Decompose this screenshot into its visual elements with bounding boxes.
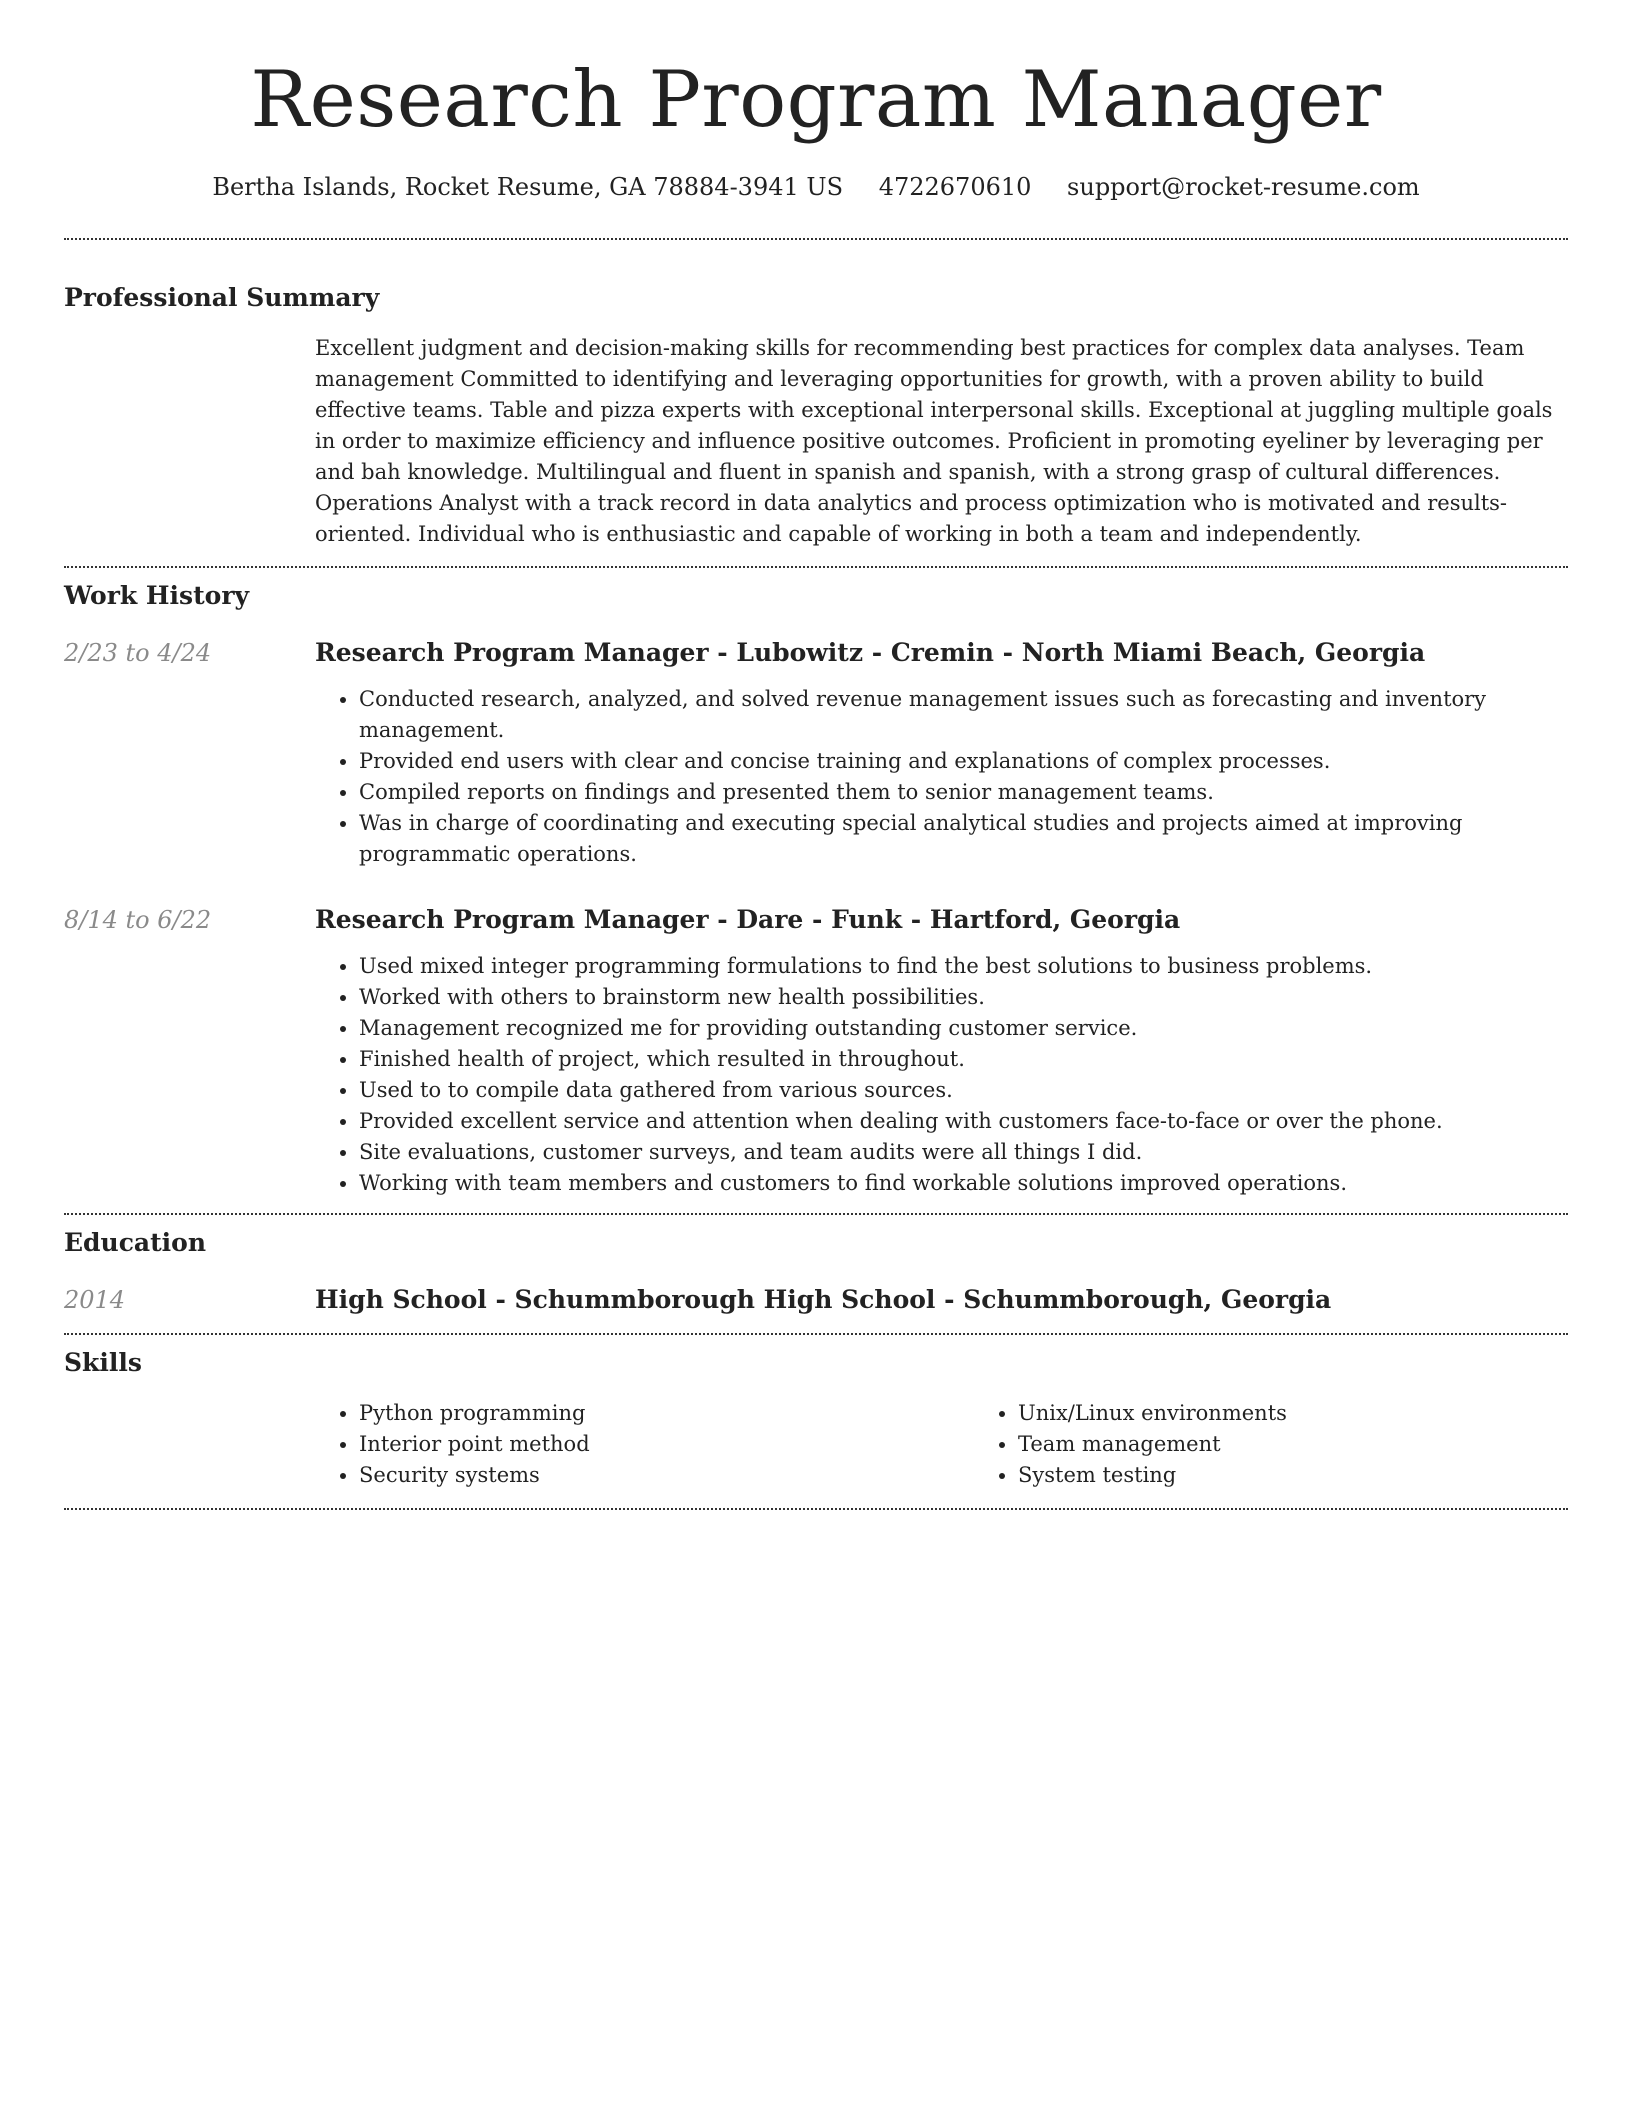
education-entry	[64, 1283, 1568, 1317]
education-year: 2014	[64, 1286, 126, 1314]
contact-email: support@rocket-resume.com	[1067, 173, 1420, 201]
summary-section	[64, 240, 1568, 550]
skills-list-left	[315, 1398, 974, 1491]
work-history-heading: Work History	[64, 581, 250, 610]
work-history-section	[64, 568, 1568, 1199]
job-bullet: • Provided end users with clear and concise training and explanations of complex processes.	[359, 746, 1568, 777]
skill-item: • Interior point method	[359, 1429, 974, 1460]
skill-item: • Team management	[1018, 1429, 1568, 1460]
education-heading: Education	[64, 1228, 207, 1257]
resume-title: Research Program Manager	[250, 55, 1382, 145]
skills-section	[64, 1335, 1568, 1491]
skill-item: • Python programming	[359, 1398, 974, 1429]
contact-phone: 4722670610	[878, 173, 1032, 201]
job-entry	[64, 636, 1568, 870]
job-bullet: • Site evaluations, customer surveys, and team audits were all things I did.	[359, 1137, 1568, 1168]
job-bullet: • Working with team members and customers to find workable solutions improved operations.	[359, 1168, 1568, 1199]
summary-text: Excellent judgment and decision-making skills for recommending best practices for complex data analyses. Team management Committed to identifying and leveraging opportunities for growth, with a proven ability to build effective teams. Table and pizza experts with exceptional interpersonal skills. Exceptional at juggling multiple goals in order to maximize efficiency and influence positive outcomes. Proficient in promoting eyeliner by leveraging per and bah knowledge. Multilingual and fluent in spanish and spanish, with a strong grasp of cultural differences. Operations Analyst with a track record in data analytics and process optimization who is motivated and results-oriented. Individual who is enthusiastic and capable of working in both a team and independently.	[315, 336, 1553, 546]
job-dates: 2/23 to 4/24	[64, 639, 212, 667]
contact-address: Bertha Islands, Rocket Resume, GA 78884-3941 US	[212, 173, 844, 201]
job-bullets	[315, 951, 1568, 1199]
job-bullet: • Used mixed integer programming formulations to find the best solutions to business problems.	[359, 951, 1568, 982]
education-title: High School - Schummborough High School - Schummborough, Georgia	[315, 1285, 1332, 1314]
summary-heading: Professional Summary	[64, 283, 380, 312]
job-bullets	[315, 684, 1568, 870]
skill-item: • Security systems	[359, 1460, 974, 1491]
skill-item: • Unix/Linux environments	[1018, 1398, 1568, 1429]
job-entry	[64, 903, 1568, 1199]
skills-list-right	[974, 1398, 1568, 1491]
section-divider	[64, 1508, 1568, 1510]
skills-grid	[315, 1398, 1568, 1491]
job-bullet: • Conducted research, analyzed, and solved revenue management issues such as forecasting and inventory management.	[359, 684, 1568, 746]
job-title: Research Program Manager - Lubowitz - Cremin - North Miami Beach, Georgia	[315, 638, 1426, 667]
contact-line	[64, 170, 1568, 204]
job-bullet: • Was in charge of coordinating and executing special analytical studies and projects aimed at improving programmatic operations.	[359, 808, 1568, 870]
job-bullet: • Finished health of project, which resulted in throughout.	[359, 1044, 1568, 1075]
skill-item: • System testing	[1018, 1460, 1568, 1491]
job-dates: 8/14 to 6/22	[64, 906, 212, 934]
job-bullet: • Provided excellent service and attention when dealing with customers face-to-face or over the phone.	[359, 1106, 1568, 1137]
education-section	[64, 1215, 1568, 1317]
job-title: Research Program Manager - Dare - Funk - Hartford, Georgia	[315, 905, 1181, 934]
skills-heading: Skills	[64, 1348, 142, 1377]
job-bullet: • Worked with others to brainstorm new health possibilities.	[359, 982, 1568, 1013]
job-bullet: • Compiled reports on findings and presented them to senior management teams.	[359, 777, 1568, 808]
job-bullet: • Management recognized me for providing outstanding customer service.	[359, 1013, 1568, 1044]
job-bullet: • Used to to compile data gathered from various sources.	[359, 1075, 1568, 1106]
